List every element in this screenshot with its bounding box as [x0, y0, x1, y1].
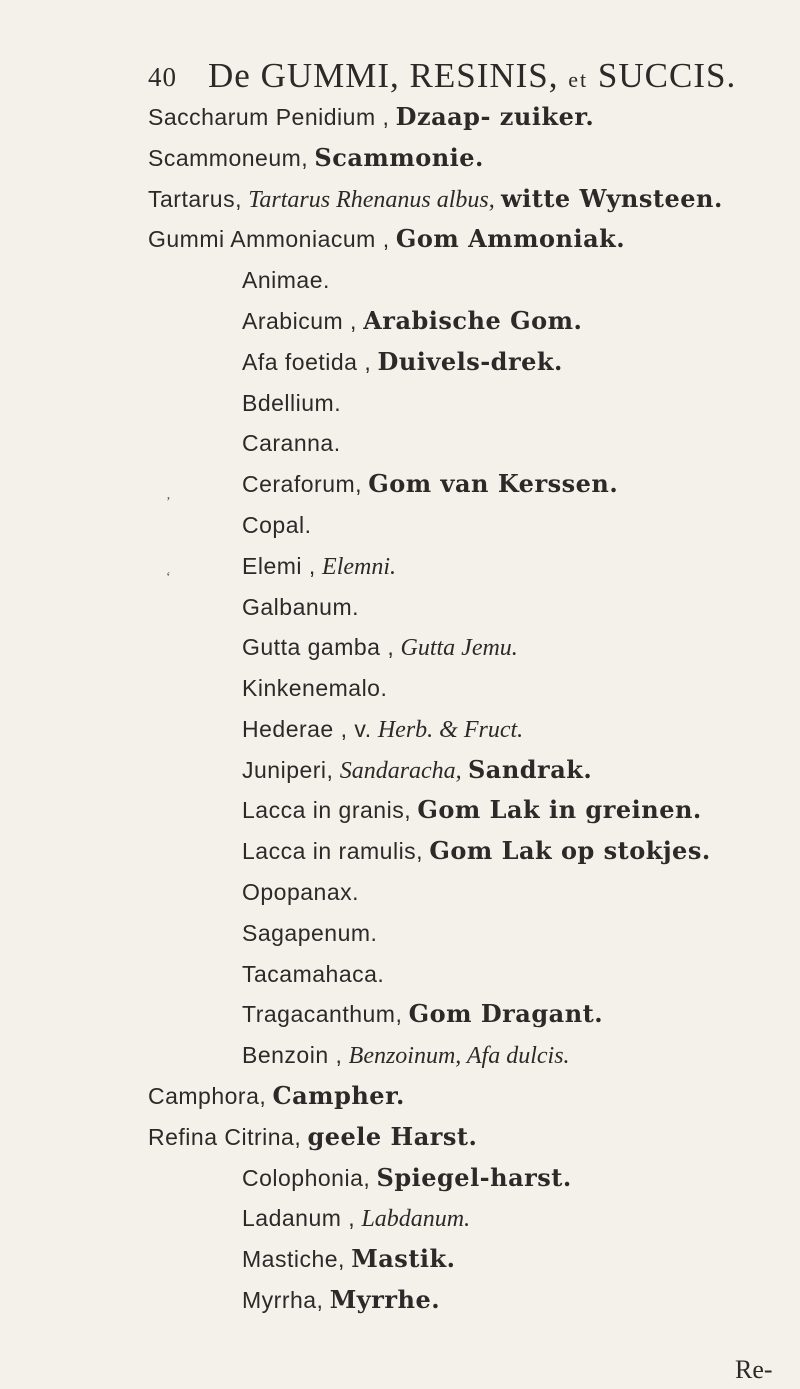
entry-line [242, 347, 563, 378]
latin-name: Elemi , [242, 553, 316, 579]
entry-line [242, 673, 387, 704]
entry-line [242, 265, 330, 296]
latin-name: Myrrha, [242, 1287, 324, 1313]
entry-line [242, 1040, 570, 1071]
latin-name: Tartarus, [148, 186, 242, 212]
title-main: GUMMI, RESINIS, [260, 56, 559, 95]
latin-name: Galbanum. [242, 594, 360, 620]
entry-line [242, 1244, 456, 1275]
entry-line [242, 632, 518, 663]
entry-line [242, 1203, 470, 1234]
latin-name: Mastiche, [242, 1246, 345, 1272]
latin-italic: Tartarus Rhenanus albus, [248, 187, 495, 213]
latin-italic: Gutta Jemu. [400, 635, 518, 661]
latin-name: Afa foetida , [242, 349, 372, 375]
entry-line [242, 714, 523, 745]
entry-line [242, 510, 311, 541]
latin-name: Camphora, [148, 1083, 267, 1109]
dutch-name: Gom Lak in greinen. [417, 795, 702, 824]
dutch-name: Sandrak. [467, 755, 593, 784]
latin-name: Refina Citrina, [148, 1124, 302, 1150]
title-de: De [208, 56, 251, 95]
entry-line [148, 184, 723, 215]
entry-line [242, 592, 359, 623]
entry-line [148, 1122, 477, 1153]
latin-name: Gutta gamba , [242, 634, 395, 660]
entry-line [242, 428, 341, 459]
entry-line [242, 469, 618, 500]
latin-italic: Sandaracha, [339, 758, 462, 784]
latin-name: Sagapenum. [242, 920, 378, 946]
entry-line [148, 102, 594, 133]
entry-line [242, 1163, 572, 1194]
latin-italic: Herb. & Fruct. [377, 717, 524, 743]
latin-name: Animae. [242, 267, 330, 293]
entry-line [242, 551, 396, 582]
entry-line [242, 1285, 440, 1316]
dutch-name: Campher. [272, 1081, 405, 1110]
entry-line [242, 836, 711, 867]
print-speck: ʼ [166, 495, 171, 510]
catchword: Re- [735, 1355, 773, 1384]
latin-name: Lacca in ramulis, [242, 838, 424, 864]
latin-name: Hederae , v. [242, 716, 372, 742]
title-end: SUCCIS. [597, 56, 737, 95]
entry-line [242, 959, 384, 990]
latin-name: Saccharum Penidium , [148, 104, 390, 130]
dutch-name: Gom Lak op stokjes. [429, 836, 711, 865]
dutch-name: Gom van Kerssen. [368, 469, 619, 498]
dutch-name: witte Wynsteen. [500, 184, 723, 213]
latin-name: Juniperi, [242, 757, 334, 783]
latin-name: Arabicum , [242, 308, 357, 334]
latin-name: Caranna. [242, 430, 341, 456]
latin-name: Tragacanthum, [242, 1001, 403, 1027]
entry-line [242, 755, 592, 786]
entry-line [148, 143, 484, 174]
latin-italic: Elemni. [322, 554, 397, 580]
dutch-name: Arabische Gom. [363, 306, 583, 335]
dutch-name: Gom Ammoniak. [395, 224, 626, 253]
latin-name: Tacamahaca. [242, 961, 385, 987]
entry-line [148, 1081, 405, 1112]
latin-name: Bdellium. [242, 390, 342, 416]
entry-line [148, 224, 625, 255]
latin-name: Colophonia, [242, 1165, 371, 1191]
page-title [208, 56, 736, 96]
entry-line [242, 306, 582, 337]
entry-line [242, 388, 341, 419]
latin-name: Kinkenemalo. [242, 675, 388, 701]
print-speck: ʻ [166, 570, 171, 585]
latin-name: Ceraforum, [242, 471, 363, 497]
entry-line [242, 918, 377, 949]
dutch-name: Mastik. [351, 1244, 456, 1273]
latin-name: Lacca in granis, [242, 797, 412, 823]
page-number: 40 [148, 62, 177, 92]
latin-name: Copal. [242, 512, 312, 538]
dutch-name: Dzaap- zuiker. [395, 102, 595, 131]
entry-line [242, 877, 359, 908]
dutch-name: geele Harst. [307, 1122, 478, 1151]
entry-line [242, 795, 702, 826]
dutch-name: Myrrhe. [329, 1285, 441, 1314]
dutch-name: Gom Dragant. [408, 999, 604, 1028]
latin-name: Benzoin , [242, 1042, 343, 1068]
latin-name: Opopanax. [242, 879, 360, 905]
latin-name: Ladanum , [242, 1205, 356, 1231]
title-et: et [568, 67, 589, 92]
latin-name: Scammoneum, [148, 145, 309, 171]
latin-name: Gummi Ammoniacum , [148, 226, 390, 252]
dutch-name: Spiegel-harst. [376, 1163, 572, 1192]
latin-italic: Labdanum. [361, 1206, 471, 1232]
dutch-name: Duivels-drek. [377, 347, 563, 376]
entry-line [242, 999, 603, 1030]
latin-italic: Benzoinum, Afa dulcis. [348, 1043, 570, 1069]
dutch-name: Scammonie. [314, 143, 484, 172]
